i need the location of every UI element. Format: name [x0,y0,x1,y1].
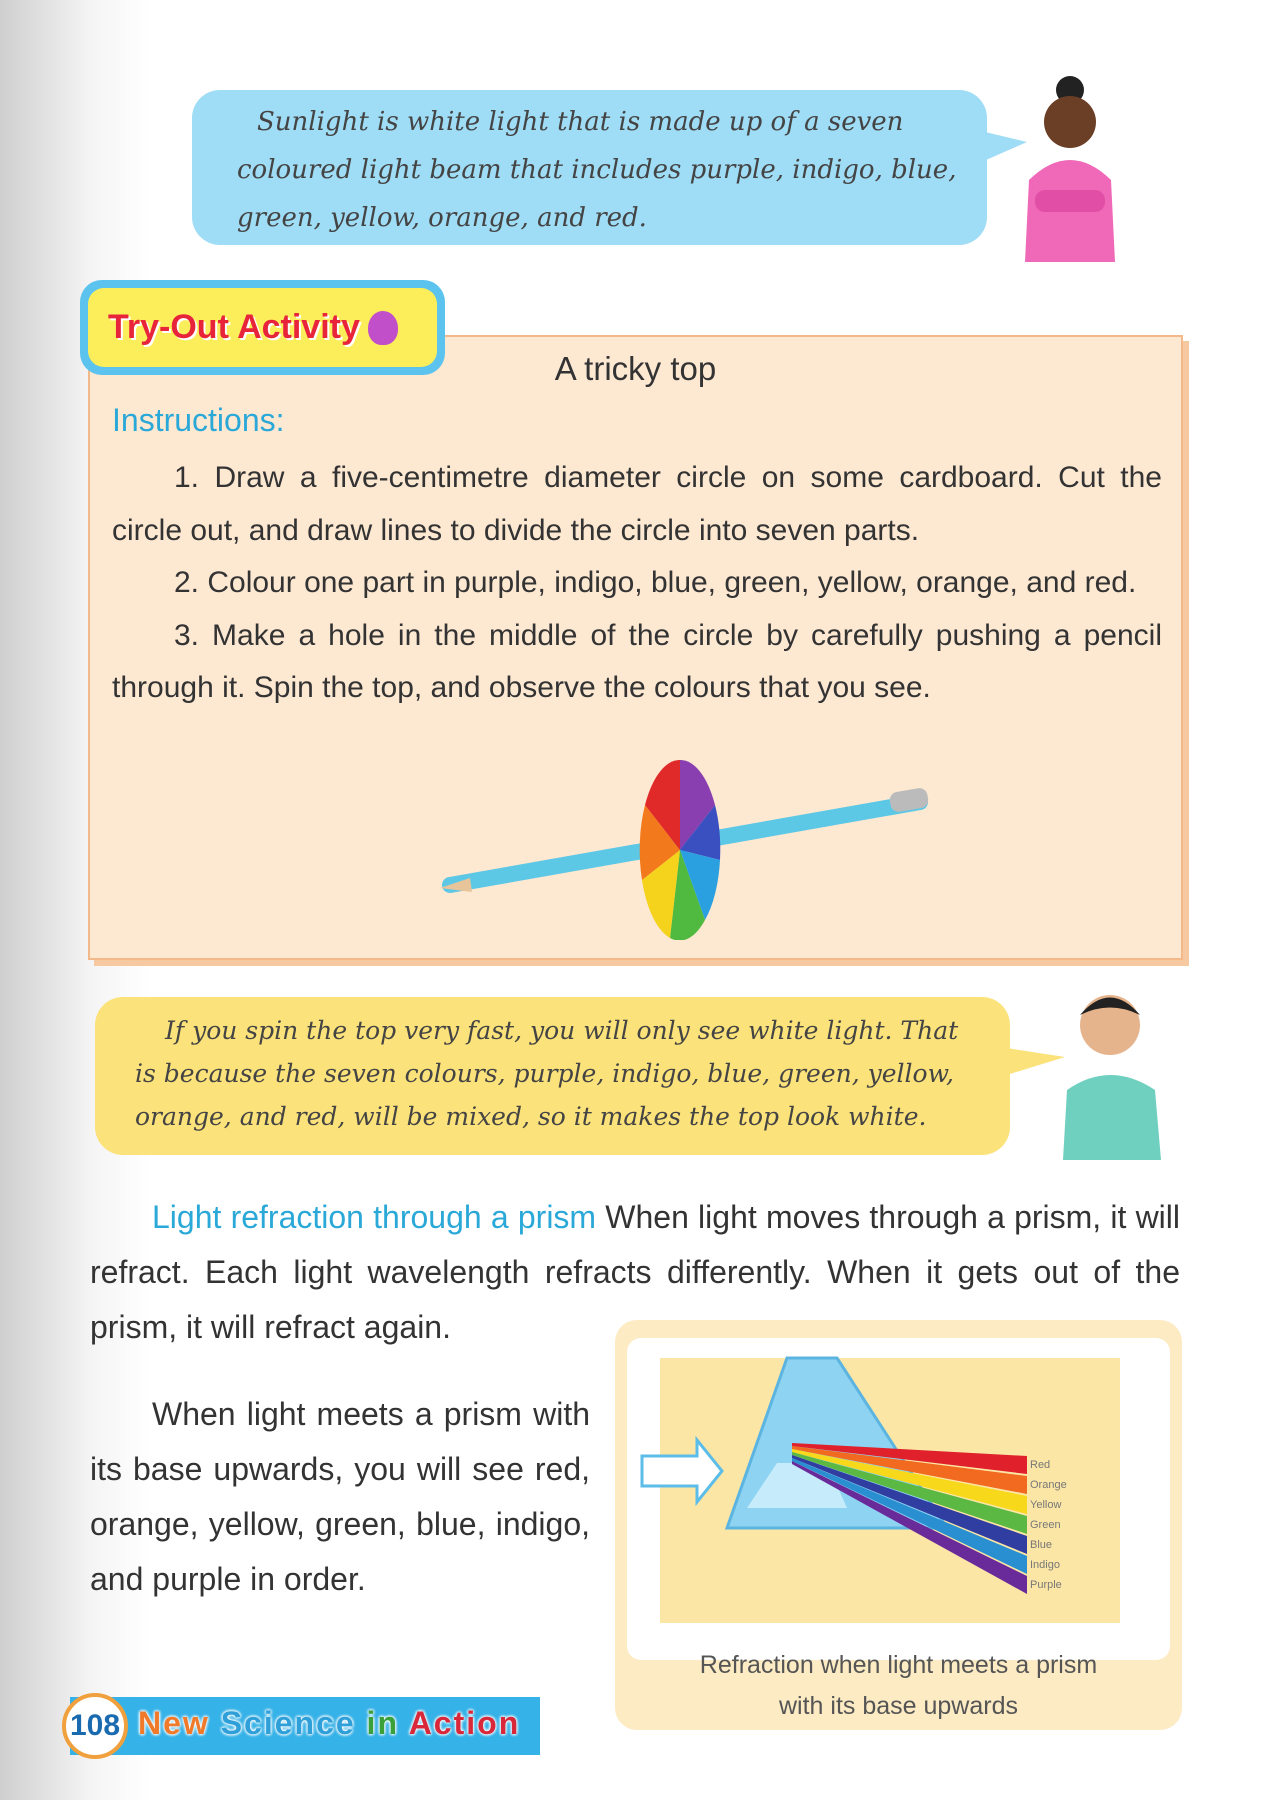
speech-line: coloured light beam that includes purple, indigo, blue, [237,155,957,185]
spectrum-label: Red [1030,1459,1051,1471]
page-number: 108 [62,1693,128,1759]
spectrum-label: Blue [1030,1539,1053,1551]
activity-title: A tricky top [554,350,717,387]
boy-image [1055,985,1170,1160]
brand-word: in [366,1705,399,1741]
spinning-top-image [440,760,940,940]
prism-text: When light meets a prism with its base upwards, you will see red, orange, yellow, green, blue, indigo, and purple in order. [90,1396,590,1597]
speech-line: green, yellow, orange, and red. [237,203,647,233]
step-2: 2. Colour one part in purple, indigo, blue, green, yellow, orange, and red. [174,566,1137,599]
spectrum-label: Orange [1030,1479,1067,1491]
brand-word: Action [408,1705,521,1741]
figure-caption [615,1645,1182,1727]
flask-icon [368,311,398,345]
spectrum-label: Purple [1030,1579,1062,1591]
spectrum-label: Green [1030,1519,1061,1531]
caption-line: Refraction when light meets a prism [699,1651,1098,1679]
speech-bubble-boy [95,997,1010,1155]
speech-line: If you spin the top very fast, you will only see white light. That [165,1016,959,1045]
speech-line: is because the seven colours, purple, indigo, blue, green, yellow, [135,1059,954,1088]
brand-word: New [138,1705,210,1741]
refraction-heading: Light refraction through a prism [152,1199,597,1235]
instruction-steps [112,452,1162,715]
speech-line: Sunlight is white light that is made up of a seven [257,107,904,137]
book-title [138,1705,520,1742]
prism-diagram [627,1338,1170,1660]
instructions-label: Instructions: [112,402,285,438]
brand-word: Science [220,1705,356,1741]
speech-line: orange, and red, will be mixed, so it makes the top look white. [135,1102,927,1131]
prism-paragraph [90,1387,590,1607]
spectrum-label: Yellow [1030,1499,1062,1511]
speech-bubble-girl [192,90,987,245]
girl-image [1015,70,1125,262]
refraction-text: When light moves through a prism, it will refract. Each light wavelength refracts differently. When it gets out of the prism, it will refract again. [90,1199,1180,1345]
step-1: 1. Draw a five-centimetre diameter circle on some cardboard. Cut the circle out, and draw lines to divide the circle into seven parts. [112,461,1162,547]
step-3: 3. Make a hole in the middle of the circle by carefully pushing a pencil through it. Spin the top, and observe the colours that you see. [112,618,1162,704]
badge-label: Try-Out Activity [108,308,360,346]
caption-line: with its base upwards [778,1692,1018,1720]
spectrum-label: Indigo [1030,1559,1060,1571]
